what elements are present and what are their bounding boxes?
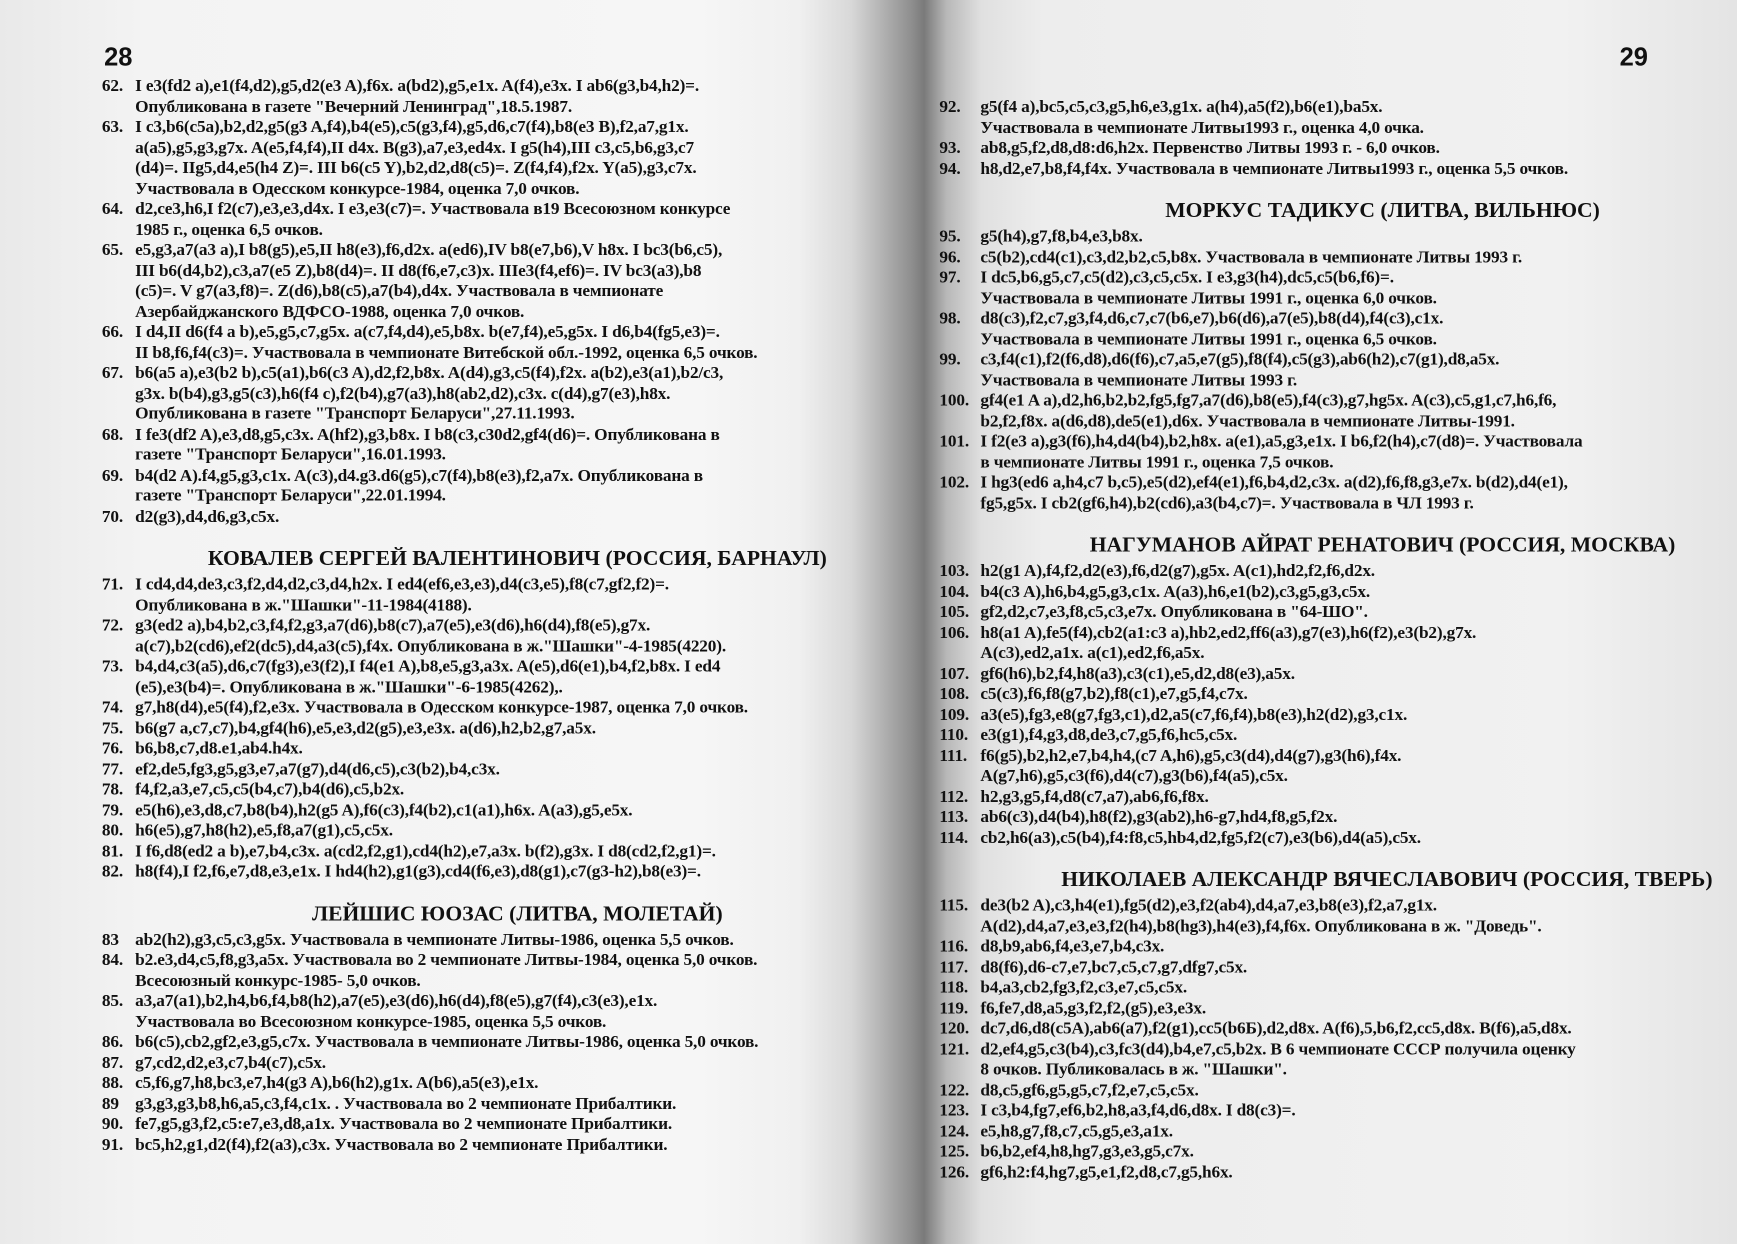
entry-line: 8 очков. Публиковалась в ж. "Шашки". <box>980 1060 1287 1079</box>
entry-line: Участвовала в чемпионате Литвы 1993 г. <box>980 370 1298 390</box>
problem-entry <box>102 698 900 718</box>
entry-text <box>980 97 1703 138</box>
entry-line: (d4)=. IIg5,d4,e5(h4 Z)=. III b6(c5 Y),b2,d2,d8(c5)=. Z(f4,f4),f2x. Y(a5),g3,c7x. <box>135 158 697 178</box>
problem-entry <box>102 657 900 698</box>
entry-line: (e5),e3(b4)=. Опубликована в ж."Шашки"-6-1985(4262),. <box>135 677 563 697</box>
entry-text <box>980 582 1703 602</box>
entry-number: 110. <box>939 725 969 745</box>
entry-text <box>980 978 1703 998</box>
entry-text <box>135 466 899 507</box>
entry-text <box>980 1163 1703 1183</box>
entry-line: c5,f6,g7,h8,bc3,e7,h4(g3 A),b6(h2),g1x. A(b6),a5(e3),e1x. <box>135 1073 539 1093</box>
entry-line: d2(g3),d4,d6,g3,c5x. <box>135 506 280 526</box>
entry-line: I d4,II d6(f4 a b),e5,g5,c7,g5x. a(c7,f4,d4),e5,b8x. b(e7,f4),e5,g5x. I d6,b4(fg5,e3)=. <box>135 322 720 342</box>
problem-entry <box>939 664 1703 684</box>
entry-line: I f6,d8(ed2 a b),e7,b4,c3x. a(cd2,f2,g1),cd4(h2),e7,a3x. b(f2),g3x. I d8(cd2,f2,g1)=. <box>135 841 716 861</box>
entry-text <box>135 759 899 779</box>
entry-number: 91. <box>101 1134 124 1154</box>
entry-line: g3(ed2 a),b4,b2,c3,f4,f2,g3,a7(d6),b8(c7),a7(e5),e3(d6),h6(d4),f8(e5),g7x. <box>135 615 651 635</box>
entry-line: 1985 г., оценка 6,5 очков. <box>135 219 323 239</box>
entry-line: A(g7,h6),g5,c3(f6),d4(c7),g3(b6),f4(a5),c5x. <box>980 766 1288 786</box>
entry-text <box>980 705 1703 725</box>
entry-line: c5(b2),cd4(c1),c3,d2,b2,c5,b8x. Участвовала в чемпионате Литвы 1993 г. <box>980 247 1522 267</box>
entry-number: 72. <box>101 615 124 635</box>
entry-number: 85. <box>101 991 124 1011</box>
entry-line: g5(h4),g7,f8,b4,e3,b8x. <box>980 227 1143 246</box>
problem-entry <box>102 76 900 117</box>
problem-entry <box>102 930 900 950</box>
entry-line: gf2,d2,c7,e3,f8,c5,c3,e7x. Опубликована в "64-ШО". <box>980 602 1368 622</box>
problem-entry <box>102 507 900 527</box>
section-heading: ЛЕЙШИС ЮОЗАС (ЛИТВА, МОЛЕТАЙ) <box>312 902 723 926</box>
entry-number: 114. <box>939 828 969 847</box>
entry-text <box>135 950 899 991</box>
entry-line: gf6(h6),b2,f4,h8(a3),c3(c1),e5,d2,d8(e3),a5x. <box>980 664 1295 683</box>
entry-number: 65. <box>101 240 124 260</box>
entry-line: e3(g1),f4,g3,d8,de3,c7,g5,f6,hc5,c5x. <box>980 725 1238 745</box>
entry-text <box>135 739 899 759</box>
problem-entry <box>102 363 900 424</box>
entry-text <box>135 1094 899 1114</box>
entry-line: b4(d2 A).f4,g5,g3,c1x. A(c3),d4.g3.d6(g5),c7(f4),b8(e3),f2,a7x. Опубликована в <box>135 465 703 485</box>
entry-number: 108. <box>939 684 969 704</box>
entry-number: 101. <box>939 432 969 451</box>
entry-line: ef2,de5,fg3,g5,g3,e7,a7(g7),d4(d6,c5),c3(b2),b4,c3x. <box>135 759 500 779</box>
problem-entry <box>939 999 1703 1019</box>
entry-line: I hg3(ed6 a,h4,c7 b,c5),e5(d2),ef4(e1),f6,b4,d2,c3x. a(d2),f6,f8,g3,e7x. b(d2),d4(e1), <box>980 473 1568 492</box>
page-body <box>102 76 900 1155</box>
entry-line: ab8,g5,f2,d8,d8:d6,h2x. Первенство Литвы 1993 г. - 6,0 очков. <box>980 138 1440 158</box>
entry-text <box>980 432 1703 473</box>
entry-line: b4,a3,cb2,fg3,f2,c3,e7,c5,c5x. <box>980 978 1188 998</box>
entry-text <box>135 841 899 861</box>
entry-text <box>135 425 899 466</box>
entry-text <box>135 575 899 616</box>
problem-entry <box>939 623 1703 664</box>
entry-number: 67. <box>101 363 124 383</box>
section-heading: КОВАЛЕВ СЕРГЕЙ ВАЛЕНТИНОВИЧ (РОССИЯ, БАРНАУЛ) <box>207 547 827 571</box>
entry-text <box>135 76 899 117</box>
problem-entry <box>102 718 900 738</box>
entry-number: 66. <box>101 322 124 342</box>
entry-number: 122. <box>939 1080 969 1100</box>
section-heading: НИКОЛАЕВ АЛЕКСАНДР ВЯЧЕСЛАВОВИЧ (РОССИЯ, ТВЕРЬ) <box>1061 868 1713 892</box>
entry-number: 86. <box>101 1032 124 1052</box>
problem-entry <box>939 1019 1703 1039</box>
problem-entry <box>939 705 1703 725</box>
entry-line: h8,d2,e7,b8,f4,f4x. Участвовала в чемпионате Литвы1993 г., оценка 5,5 очков. <box>980 158 1568 178</box>
entry-text <box>980 896 1703 937</box>
problem-entry <box>102 616 900 657</box>
entry-text <box>980 159 1703 179</box>
entry-text <box>135 991 899 1032</box>
entry-number: 68. <box>101 424 124 444</box>
entry-number: 81. <box>101 841 124 861</box>
entry-line: газете "Транспорт Беларуси",16.01.1993. <box>135 445 446 465</box>
entry-line: g3x. b(b4),g3,g5(c3),h6(f4 c),f2(b4),g7(a3),h8(ab2,d2),c3x. c(d4),g7(e3),h8x. <box>135 383 671 403</box>
problem-entry <box>102 240 900 322</box>
problem-entry <box>102 117 900 199</box>
problem-entry <box>939 726 1703 746</box>
entry-number: 99. <box>939 350 961 369</box>
entry-number: 92. <box>939 97 961 117</box>
entry-line: Опубликована в ж."Шашки"-11-1984(4188). <box>135 595 472 615</box>
problem-entry <box>102 1135 900 1155</box>
entry-line: d8(c3),f2,c7,g3,f4,d6,c7,c7(b6,e7),b6(d6),a7(e5),b8(d4),f4(c3),c1x. <box>980 309 1444 328</box>
entry-text <box>980 726 1703 746</box>
entry-line: fg5,g5x. I cb2(gf6,h4),b2(cd6),a3(b4,c7)=. Участвовала в ЧЛ 1993 г. <box>980 493 1474 513</box>
entry-number: 118. <box>939 978 969 998</box>
entry-number: 115. <box>939 896 969 916</box>
entry-text <box>980 787 1703 807</box>
problem-entry <box>939 978 1703 998</box>
entry-text <box>980 1142 1703 1162</box>
problem-entry <box>939 603 1703 623</box>
entry-number: 93. <box>939 138 961 158</box>
entry-line: (c5)=. V g7(a3,f8)=. Z(d6),b8(c5),a7(b4),d4x. Участвовала в чемпионате <box>135 281 664 301</box>
problem-entry <box>939 746 1703 787</box>
entry-line: I cd4,d4,de3,c3,f2,d4,d2,c3,d4,h2x. I ed4(ef6,e3,e3),d4(c3,e5),f8(c7,gf2,f2)=. <box>135 574 669 594</box>
entry-number: 125. <box>939 1142 969 1161</box>
entry-line: в чемпионате Литвы 1991 г., оценка 7,5 очков. <box>980 452 1334 472</box>
entry-number: 94. <box>939 158 961 178</box>
entry-text <box>135 1073 899 1093</box>
entry-number: 90. <box>101 1114 124 1134</box>
entry-text <box>980 1122 1703 1142</box>
entry-line: A(d2),d4,a7,e3,e3,f2(h4),b8(hg3),h4(e3),f4,f6x. Опубликована в ж. "Доведь". <box>980 916 1542 936</box>
entry-text <box>135 507 899 527</box>
entry-line: gf6,h2:f4,hg7,g5,e1,f2,d8,c7,g5,h6x. <box>980 1162 1233 1182</box>
entry-text <box>980 1040 1703 1081</box>
entry-line: a(c7),b2(cd6),ef2(dc5),d4,a3(c5),f4x. Опубликована в ж."Шашки"-4-1985(4220). <box>135 636 727 656</box>
entry-line: a(a5),g5,g3,g7x. A(e5,f4,f4),II d4x. B(g3),a7,e3,ed4x. I g5(h4),III c3,c5,b6,g3,c7 <box>135 137 694 157</box>
entry-text <box>135 930 899 950</box>
entry-line: g7,cd2,d2,e3,c7,b4(c7),c5x. <box>135 1052 326 1072</box>
problem-entry <box>939 159 1703 179</box>
problem-entry <box>939 582 1703 602</box>
entry-line: f6(g5),b2,h2,e7,b4,h4,(c7 A,h6),g5,c3(d4),d4(g7),g3(h6),f4x. <box>980 746 1402 765</box>
entry-number: 111. <box>939 746 968 765</box>
entry-text <box>980 664 1703 684</box>
entry-text <box>135 363 899 424</box>
entry-line: h2,g3,g5,f4,d8(c7,a7),ab6,f6,f8x. <box>980 787 1209 806</box>
entry-text <box>135 780 899 800</box>
problem-entry <box>102 821 900 841</box>
entry-line: Участвовала в чемпионате Литвы1993 г., оценка 4,0 очка. <box>980 117 1424 137</box>
entry-text <box>135 322 899 363</box>
problem-entry <box>939 1040 1703 1081</box>
problem-entry <box>939 97 1703 138</box>
entry-number: 113. <box>939 807 969 827</box>
problem-entry <box>102 199 900 240</box>
entry-text <box>980 1101 1703 1121</box>
problem-entry <box>939 391 1703 432</box>
problem-entry <box>102 1073 900 1093</box>
entry-number: 120. <box>939 1019 969 1039</box>
entry-number: 87. <box>101 1052 124 1072</box>
entry-line: Всесоюзный конкурс-1985- 5,0 очков. <box>135 970 421 990</box>
entry-text <box>980 999 1703 1019</box>
entry-text <box>980 391 1703 432</box>
entry-number: 78. <box>101 779 124 799</box>
entry-text <box>135 862 899 882</box>
entry-text <box>980 227 1703 247</box>
entry-line: cb2,h6(a3),c5(b4),f4:f8,c5,hb4,d2,fg5,f2(c7),e3(b6),d4(a5),c5x. <box>980 828 1421 847</box>
entry-line: Участвовала в Одесском конкурсе-1984, оценка 7,0 очков. <box>135 178 580 198</box>
problem-entry <box>939 937 1703 957</box>
entry-text <box>135 1053 899 1073</box>
entry-number: 83 <box>101 929 119 949</box>
problem-entry <box>939 1101 1703 1121</box>
entry-line: b6(a5 a),e3(b2 b),c5(a1),b6(c3 A),d2,f2,b8x. A(d4),g3,c5(f4),f2x. a(b2),e3(a1),b2/c3, <box>135 363 724 383</box>
entry-text <box>135 800 899 820</box>
problem-entry <box>102 800 900 820</box>
entry-number: 95. <box>939 227 961 246</box>
problem-entry <box>102 575 900 616</box>
entry-text <box>135 821 899 841</box>
entry-text <box>980 268 1703 309</box>
entry-line: gf4(e1 A a),d2,h6,b2,b2,fg5,fg7,a7(d6),b8(e5),f4(c3),g7,hg5x. A(c3),c5,g1,c7,h6,f6, <box>980 391 1557 410</box>
problem-entry <box>102 466 900 507</box>
entry-line: II b8,f6,f4(c3)=. Участвовала в чемпионате Витебской обл.-1992, оценка 6,5 очков. <box>135 342 758 362</box>
problem-entry <box>102 1094 900 1114</box>
entry-line: h8(f4),I f2,f6,e7,d8,e3,e1x. I hd4(h2),g1(g3),cd4(f6,e3),d8(g1),c7(g3-h2),b8(e3)=. <box>135 861 701 881</box>
entry-line: b4,d4,c3(a5),d6,c7(fg3),e3(f2),I f4(e1 A),b8,e5,g3,a3x. A(e5),d6(e1),b4,f2,b8x. I ed4 <box>135 656 721 676</box>
entry-line: f6,fe7,d8,a5,g3,f2,f2,(g5),e3,e3x. <box>980 998 1206 1018</box>
problem-entry <box>939 562 1703 582</box>
problem-entry <box>102 425 900 466</box>
problem-entry <box>939 685 1703 705</box>
entry-number: 77. <box>101 759 124 779</box>
entry-line: I c3,b6(c5a),b2,d2,g5(g3 A,f4),b4(e5),c5(g3,f4),g5,d6,c7(f4),b8(e3 B),f2,a7,g1x. <box>135 117 689 137</box>
entry-line: d8(f6),d6-c7,e7,bc7,c5,c7,g7,dfg7,c5x. <box>980 957 1248 977</box>
entry-line: bc5,h2,g1,d2(f4),f2(a3),c3x. Участвовала во 2 чемпионате Прибалтики. <box>135 1134 668 1154</box>
entry-text <box>980 828 1703 848</box>
problem-entry <box>939 896 1703 937</box>
entry-number: 70. <box>101 506 124 526</box>
entry-text <box>135 199 899 240</box>
entry-number: 124. <box>939 1121 969 1141</box>
entry-line: e5,g3,a7(a3 a),I b8(g5),e5,II h8(e3),f6,d2x. a(ed6),IV b8(e7,b6),V h8x. I bc3(b6,c5), <box>135 240 723 260</box>
section-heading: НАГУМАНОВ АЙРАТ РЕНАТОВИЧ (РОССИЯ, МОСКВА) <box>1089 533 1676 558</box>
entry-number: 98. <box>939 309 961 328</box>
entry-text <box>980 623 1703 664</box>
entry-line: e5,h8,g7,f8,c7,c5,g5,e3,a1x. <box>980 1121 1173 1141</box>
entry-line: b6(c5),cb2,gf2,e3,g5,c7x. Участвовала в чемпионате Литвы-1986, оценка 5,0 очков. <box>135 1032 759 1052</box>
entry-line: d8,b9,ab6,f4,e3,e7,b4,c3x. <box>980 937 1165 957</box>
entry-number: 103. <box>939 561 969 581</box>
entry-number: 74. <box>101 697 124 717</box>
entry-line: Участвовала во Всесоюзном конкурсе-1985, оценка 5,5 очков. <box>135 1011 607 1031</box>
entry-line: fe7,g5,g3,f2,c5:e7,e3,d8,a1x. Участвовала во 2 чемпионате Прибалтики. <box>135 1114 673 1134</box>
problem-entry <box>102 950 900 991</box>
entry-number: 76. <box>101 738 124 758</box>
problem-entry <box>102 322 900 363</box>
entry-line: de3(b2 A),c3,h4(e1),fg5(d2),e3,f2(ab4),d4,a7,e3,b8(e3),f2,a7,g1x. <box>980 896 1437 916</box>
entry-number: 88. <box>101 1073 124 1093</box>
entry-text <box>135 240 899 322</box>
entry-text <box>135 1032 899 1052</box>
entry-number: 63. <box>101 117 124 137</box>
entry-line: I f2(e3 a),g3(f6),h4,d4(b4),b2,h8x. a(e1),a5,g3,e1x. I b6,f2(h4),c7(d8)=. Участвовала <box>980 432 1583 451</box>
problem-entry <box>939 808 1703 828</box>
entry-number: 117. <box>939 957 969 977</box>
entry-line: f4,f2,a3,e7,c5,c5(b4,c7),b4(d6),c5,b2x. <box>135 779 405 799</box>
problem-entry <box>939 248 1703 268</box>
entry-number: 109. <box>939 705 969 724</box>
entry-number: 75. <box>101 718 124 738</box>
entry-text <box>135 1135 899 1155</box>
entry-line: Участвовала в чемпионате Литвы 1991 г., оценка 6,5 очков. <box>980 329 1437 349</box>
entry-number: 73. <box>101 656 124 676</box>
entry-number: 71. <box>101 574 124 594</box>
entry-line: h8(a1 A),fe5(f4),cb2(a1:c3 a),hb2,ed2,ff6(a3),g7(e3),h6(f2),e3(b2),g7x. <box>980 623 1477 642</box>
entry-line: ab2(h2),g3,c5,c3,g5x. Участвовала в чемпионате Литвы-1986, оценка 5,5 очков. <box>135 929 734 949</box>
problem-entry <box>939 958 1703 978</box>
entry-line: h2(g1 A),f4,f2,d2(e3),f6,d2(g7),g5x. A(c1),hd2,f2,f6,d2x. <box>980 561 1375 581</box>
entry-number: 119. <box>939 998 969 1018</box>
entry-line: a3,a7(a1),b2,h4,b6,f4,b8(h2),a7(e5),e3(d6),h6(d4),f8(e5),g7(f4),c3(e3),e1x. <box>135 991 658 1011</box>
entry-text <box>135 698 899 718</box>
entry-number: 105. <box>939 602 969 622</box>
entry-line: Азербайджанского ВДФСО-1988, оценка 7,0 очков. <box>135 301 525 321</box>
entry-line: Участвовала в чемпионате Литвы 1991 г., оценка 6,0 очков. <box>980 288 1437 308</box>
page-number: 28 <box>104 42 133 71</box>
entry-number: 100. <box>939 391 969 410</box>
problem-entry <box>102 1032 900 1052</box>
entry-line: a3(e5),fg3,e8(g7,fg3,c1),d2,a5(c7,f6,f4),b8(e3),h2(d2),g3,c1x. <box>980 705 1408 724</box>
entry-line: b6,b2,ef4,h8,hg7,g3,e3,g5,c7x. <box>980 1142 1194 1161</box>
entry-line: b4(c3 A),h6,b4,g5,g3,c1x. A(a3),h6,e1(b2),c3,g5,g3,c5x. <box>980 582 1371 601</box>
entry-text <box>135 657 899 698</box>
entry-number: 123. <box>939 1101 969 1120</box>
entry-line: A(c3),ed2,a1x. a(c1),ed2,f6,a5x. <box>980 643 1205 663</box>
entry-text <box>135 718 899 738</box>
entry-number: 116. <box>939 937 969 957</box>
entry-text <box>135 117 899 199</box>
entry-number: 84. <box>101 950 124 970</box>
entry-number: 82. <box>101 861 124 881</box>
entry-line: I e3(fd2 a),e1(f4,d2),g5,d2(e3 A),f6x. a(bd2),g5,e1x. A(f4),e3x. I ab6(g3,b4,h2)=. <box>135 76 700 96</box>
entry-number: 62. <box>101 76 124 96</box>
entry-number: 64. <box>101 199 124 219</box>
entry-line: e5(h6),e3,d8,c7,b8(b4),h2(g5 A),f6(c3),f4(b2),c1(a1),h6x. A(a3),g5,e5x. <box>135 800 633 820</box>
entry-line: d8,c5,gf6,g5,g5,c7,f2,e7,c5,c5x. <box>980 1080 1199 1100</box>
entry-line: c5(c3),f6,f8(g7,b2),f8(c1),e7,g5,f4,c7x. <box>980 684 1248 704</box>
problem-entry <box>102 862 900 882</box>
problem-entry <box>939 138 1703 158</box>
problem-entry <box>102 739 900 759</box>
entry-line: I c3,b4,fg7,ef6,b2,h8,a3,f4,d6,d8x. I d8(c3)=. <box>980 1101 1296 1120</box>
entry-number: 97. <box>939 268 961 287</box>
problem-entry <box>939 309 1703 350</box>
entry-line: g3,g3,g3,b8,h6,a5,c3,f4,c1x. . Участвовала во 2 чемпионате Прибалтики. <box>135 1093 677 1113</box>
problem-entry <box>939 227 1703 247</box>
entry-number: 104. <box>939 582 969 601</box>
entry-number: 121. <box>939 1039 969 1059</box>
entry-number: 102. <box>939 473 969 492</box>
entry-number: 96. <box>939 247 961 267</box>
entry-text <box>980 603 1703 623</box>
entry-line: c3,f4(c1),f2(f6,d8),d6(f6),c7,a5,e7(g5),f8(f4),c5(g3),ab6(h2),c7(g1),d8,a5x. <box>980 350 1500 369</box>
entry-number: 106. <box>939 623 969 642</box>
entry-text <box>980 685 1703 705</box>
entry-number: 107. <box>939 664 969 683</box>
entry-line: b2,f2,f8x. a(d6,d8),de5(e1),d6x. Участвовала в чемпионате Литвы-1991. <box>980 411 1515 431</box>
problem-entry <box>939 1142 1703 1162</box>
entry-line: d2,ef4,g5,c3(b4),c3,fc3(d4),b4,e7,c5,b2x. В 6 чемпионате СССР получила оценку <box>980 1039 1576 1059</box>
problem-entry <box>939 828 1703 848</box>
entry-line: d2,ce3,h6,I f2(c7),e3,e3,d4x. I e3,e3(c7)=. Участвовала в19 Всесоюзном конкурсе <box>135 199 731 219</box>
entry-line: газете "Транспорт Беларуси",22.01.1994. <box>135 486 446 506</box>
problem-entry <box>939 1081 1703 1101</box>
entry-text <box>980 248 1703 268</box>
entry-text <box>980 350 1703 391</box>
entry-text <box>980 808 1703 828</box>
entry-number: 89 <box>101 1093 119 1113</box>
entry-line: b2.e3,d4,c5,f8,g3,a5x. Участвовала во 2 чемпионате Литвы-1984, оценка 5,0 очков. <box>135 950 758 970</box>
entry-text <box>980 473 1703 514</box>
entry-line: dc7,d6,d8(c5A),ab6(a7),f2(g1),cc5(b6Б),d2,d8x. A(f6),5,b6,f2,cc5,d8x. B(f6),a5,d8x. <box>980 1019 1572 1039</box>
problem-entry <box>939 1122 1703 1142</box>
entry-number: 80. <box>101 820 124 840</box>
entry-line: b6(g7 a,c7,c7),b4,gf4(h6),e5,e3,d2(g5),e3,e3x. a(d6),h2,b2,g7,a5x. <box>135 718 596 738</box>
problem-entry <box>102 1114 900 1134</box>
entry-text <box>980 1081 1703 1101</box>
entry-number: 69. <box>101 465 124 485</box>
entry-text <box>980 562 1703 582</box>
entry-line: ab6(c3),d4(b4),h8(f2),g3(ab2),h6-g7,hd4,f8,g5,f2x. <box>980 807 1338 827</box>
entry-line: III b6(d4,b2),c3,a7(e5 Z),b8(d4)=. II d8(f6,e7,c3)x. IIIe3(f4,ef6)=. IV bc3(a3),b8 <box>135 260 702 280</box>
entry-number: 79. <box>101 800 124 820</box>
entry-line: Опубликована в газете "Вечерний Ленинград",18.5.1987. <box>135 96 573 116</box>
problem-entry <box>102 991 900 1032</box>
entry-line: Опубликована в газете "Транспорт Беларуси",27.11.1993. <box>135 404 575 424</box>
entry-line: b6,b8,c7,d8.e1,ab4.h4x. <box>135 738 303 758</box>
entry-line: g7,h8(d4),e5(f4),f2,e3x. Участвовала в Одесском конкурсе-1987, оценка 7,0 очков. <box>135 697 748 717</box>
entry-text <box>980 138 1703 158</box>
problem-entry <box>939 1163 1703 1183</box>
entry-text <box>980 958 1703 978</box>
problem-entry <box>102 759 900 779</box>
entry-text <box>135 1114 899 1134</box>
problem-entry <box>102 1053 900 1073</box>
entry-line: g5(f4 a),bc5,c5,c3,g5,h6,e3,g1x. a(h4),a5(f2),b6(e1),ba5x. <box>980 97 1383 117</box>
entry-text <box>980 746 1703 787</box>
entry-text <box>135 616 899 657</box>
entry-text <box>980 937 1703 957</box>
entry-number: 112. <box>939 787 969 806</box>
entry-number: 126. <box>939 1162 969 1182</box>
entry-text <box>980 309 1703 350</box>
section-heading: МОРКУС ТАДИКУС (ЛИТВА, ВИЛЬНЮС) <box>1165 199 1600 223</box>
problem-entry <box>939 350 1703 391</box>
problem-entry <box>939 473 1703 514</box>
right-page <box>908 0 1737 1244</box>
problem-entry <box>102 841 900 861</box>
entry-line: h6(e5),g7,h8(h2),e5,f8,a7(g1),c5,c5x. <box>135 820 393 840</box>
page-number: 29 <box>1619 42 1648 71</box>
problem-entry <box>939 268 1703 309</box>
page-body <box>939 97 1713 1183</box>
problem-entry <box>939 787 1703 807</box>
entry-text <box>980 1019 1703 1039</box>
problem-entry <box>102 780 900 800</box>
entry-line: I fe3(df2 A),e3,d8,g5,c3x. A(hf2),g3,b8x. I b8(c3,c30d2,gf4(d6)=. Опубликована в <box>135 424 720 444</box>
problem-entry <box>939 432 1703 473</box>
entry-line: I dc5,b6,g5,c7,c5(d2),c3,c5,c5x. I e3,g3(h4),dc5,c5(b6,f6)=. <box>980 268 1394 287</box>
